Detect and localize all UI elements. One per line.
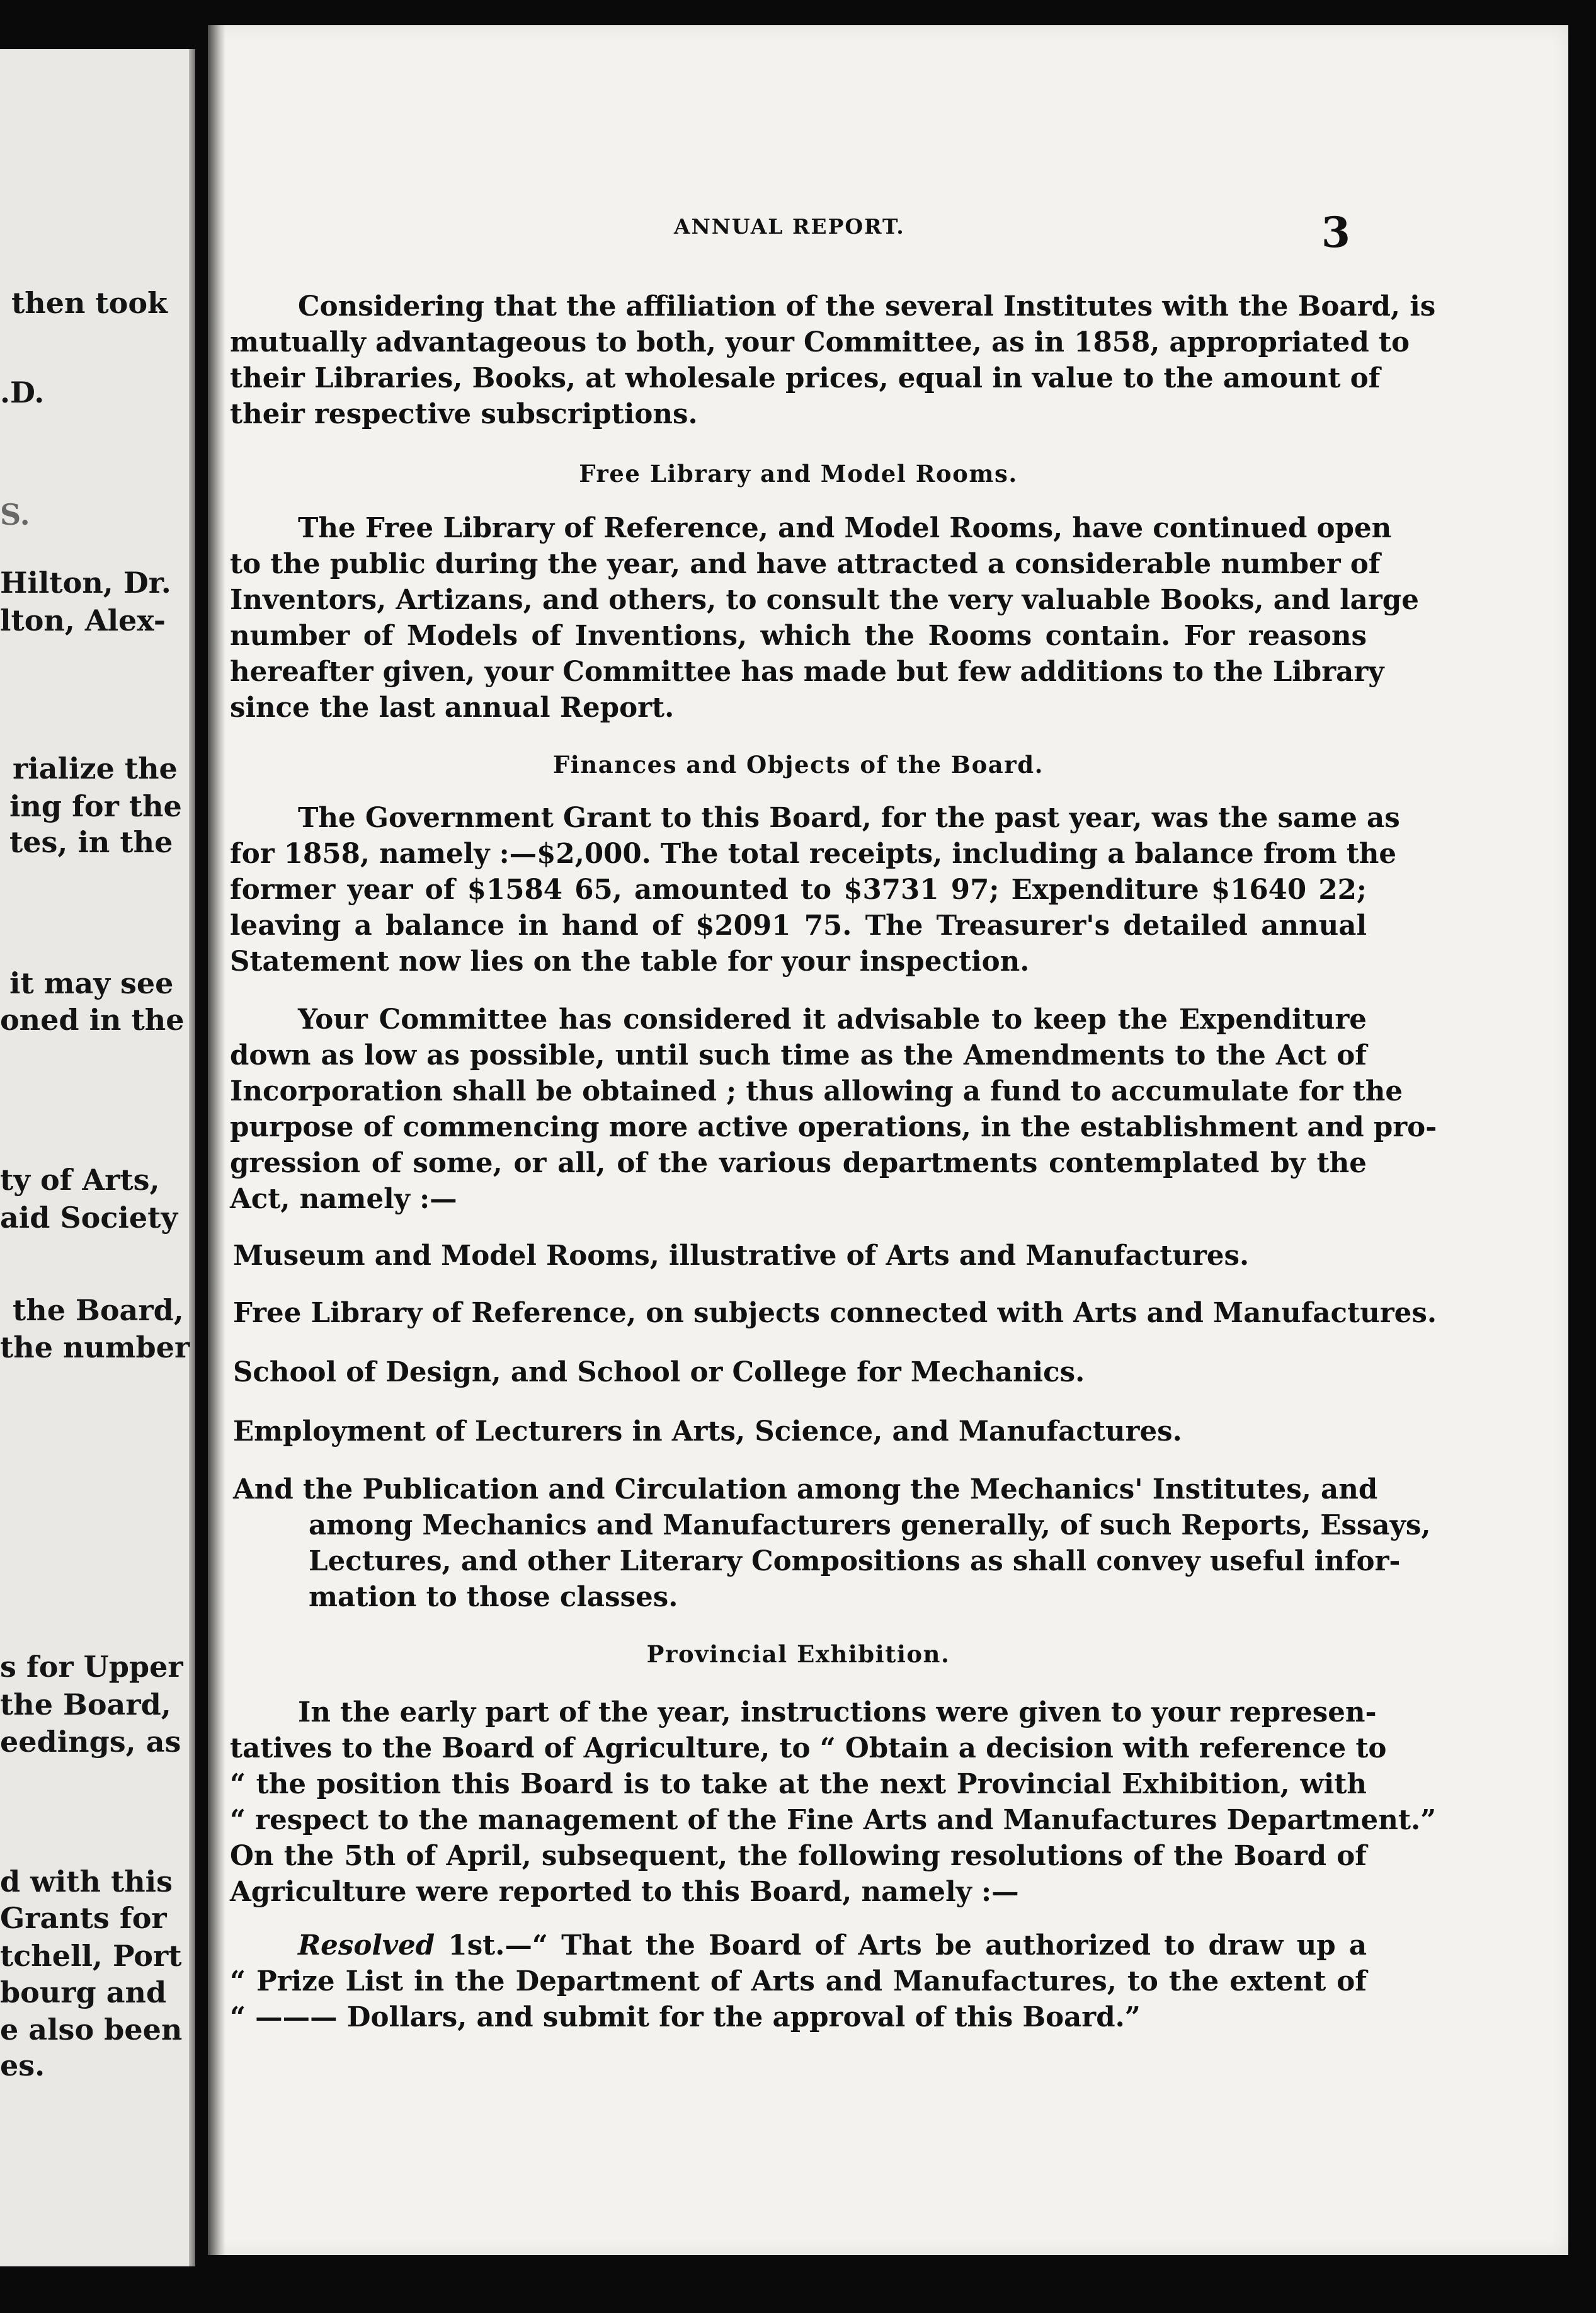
text-line: The Government Grant to this Board, for the past year, was the same as — [298, 802, 1400, 834]
left-line: ty of Arts, — [0, 1163, 160, 1197]
section-heading: Free Library and Model Rooms. — [579, 460, 1018, 488]
left-line: then took — [11, 286, 168, 320]
left-line: Grants for — [0, 1901, 167, 1935]
section-heading: Provincial Exhibition. — [646, 1640, 950, 1668]
text-line: And the Publication and Circulation among the Mechanics' Institutes, and — [233, 1473, 1378, 1505]
paragraph-provincial-exhibition — [230, 1694, 1437, 1910]
text-line: mutually advantageous to both, your Committee, as in 1858, appropriated to — [230, 326, 1410, 358]
text-line: “ Prize List in the Department of Arts and Manufactures, to the extent of — [230, 1965, 1367, 1997]
text-line: mation to those classes. — [309, 1581, 678, 1613]
left-line: eedings, as — [0, 1725, 181, 1759]
facing-page-fragment — [0, 49, 195, 2266]
text-line: The Free Library of Reference, and Model Rooms, have continued open — [298, 512, 1392, 544]
paragraph-free-library — [230, 510, 1419, 726]
left-line: ing for the — [9, 789, 182, 823]
text-line: former year of $1584 65, amounted to $3731 97; Expenditure $1640 22; — [230, 874, 1367, 906]
left-line: rialize the — [13, 751, 178, 785]
text-line: gression of some, or all, of the various departments contemplated by the — [230, 1147, 1367, 1179]
text-line: tatives to the Board of Agriculture, to “ Obtain a decision with reference to — [230, 1732, 1387, 1764]
text-line: among Mechanics and Manufacturers generally, of such Reports, Essays, — [309, 1509, 1431, 1541]
left-line: tes, in the — [9, 825, 173, 859]
text-line: “ respect to the management of the Fine Arts and Manufactures Department.” — [230, 1804, 1437, 1836]
text-line: their respective subscriptions. — [230, 398, 698, 430]
object-item: Free Library of Reference, on subjects connected with Arts and Manufactures. — [233, 1297, 1437, 1329]
left-line: Hilton, Dr. — [0, 566, 171, 600]
left-line: lton, Alex- — [0, 603, 166, 637]
object-item: Employment of Lecturers in Arts, Science, and Manufactures. — [233, 1415, 1182, 1448]
object-item: Museum and Model Rooms, illustrative of Arts and Manufactures. — [233, 1240, 1250, 1272]
left-line: d with this — [0, 1865, 173, 1899]
text-line: leaving a balance in hand of $2091 75. The Treasurer's detailed annual — [230, 910, 1367, 942]
text-line: Your Committee has considered it advisable to keep the Expenditure — [298, 1003, 1367, 1036]
left-line: aid Society — [0, 1201, 178, 1235]
page-number: 3 — [1321, 208, 1350, 257]
text-line — [230, 1928, 1367, 1963]
left-line: oned in the — [0, 1003, 185, 1037]
page-edge-shadow — [189, 49, 195, 2266]
text-line: Agriculture were reported to this Board, namely :— — [230, 1876, 1019, 1908]
left-line: s for Upper — [0, 1650, 183, 1684]
resolved-label: Resolved — [298, 1929, 435, 1962]
text-line: hereafter given, your Committee has made but few additions to the Library — [230, 656, 1384, 688]
left-line: e also been — [0, 2013, 183, 2047]
text-line: to the public during the year, and have attracted a considerable number of — [230, 548, 1381, 580]
text-line: purpose of commencing more active operations, in the establishment and pro- — [230, 1111, 1437, 1143]
text-line: Incorporation shall be obtained ; thus allowing a fund to accumulate for the — [230, 1075, 1403, 1107]
text-line: Considering that the affiliation of the several Institutes with the Board, is — [298, 290, 1436, 323]
text-line: their Libraries, Books, at wholesale prices, equal in value to the amount of — [230, 362, 1381, 394]
text-line: In the early part of the year, instructions were given to your represen- — [298, 1696, 1377, 1728]
resolution-text: 1st.—“ That the Board of Arts be authorized to draw up a — [448, 1929, 1367, 1962]
text-line: “ the position this Board is to take at the next Provincial Exhibition, with — [230, 1768, 1367, 1800]
left-line: S. — [0, 498, 30, 532]
text-line: down as low as possible, until such time as the Amendments to the Act of — [230, 1039, 1367, 1071]
text-line: Lectures, and other Literary Compositions as shall convey useful infor- — [309, 1545, 1401, 1577]
text-line: On the 5th of April, subsequent, the following resolutions of the Board of — [230, 1840, 1367, 1872]
paragraph-affiliation — [230, 288, 1436, 432]
running-title: ANNUAL REPORT. — [674, 214, 905, 239]
text-line: Act, namely :— — [230, 1183, 457, 1215]
binding-shadow — [208, 25, 225, 2255]
left-line: bourg and — [0, 1975, 167, 2009]
text-line: number of Models of Inventions, which the Rooms contain. For reasons — [230, 620, 1367, 652]
resolution — [230, 1928, 1367, 2035]
left-line: es. — [0, 2048, 45, 2082]
left-line: the number — [0, 1330, 190, 1364]
left-line: it may see — [9, 966, 174, 1000]
text-line: “ ——— Dollars, and submit for the approval of this Board.” — [230, 2001, 1141, 2033]
text-line: Statement now lies on the table for your inspection. — [230, 945, 1030, 978]
paragraph-government-grant — [230, 800, 1400, 979]
left-line: .D. — [0, 375, 45, 409]
text-line: since the last annual Report. — [230, 692, 675, 724]
text-line: for 1858, namely :—$2,000. The total receipts, including a balance from the — [230, 838, 1397, 870]
left-line: tchell, Port — [0, 1939, 182, 1973]
left-line: the Board, — [13, 1293, 184, 1327]
paragraph-expenditure — [230, 1002, 1437, 1217]
section-heading: Finances and Objects of the Board. — [553, 751, 1044, 779]
left-line: the Board, — [0, 1688, 171, 1722]
object-item: School of Design, and School or College for Mechanics. — [233, 1356, 1085, 1388]
object-item-publication — [233, 1471, 1431, 1615]
text-line: Inventors, Artizans, and others, to consult the very valuable Books, and large — [230, 584, 1419, 616]
